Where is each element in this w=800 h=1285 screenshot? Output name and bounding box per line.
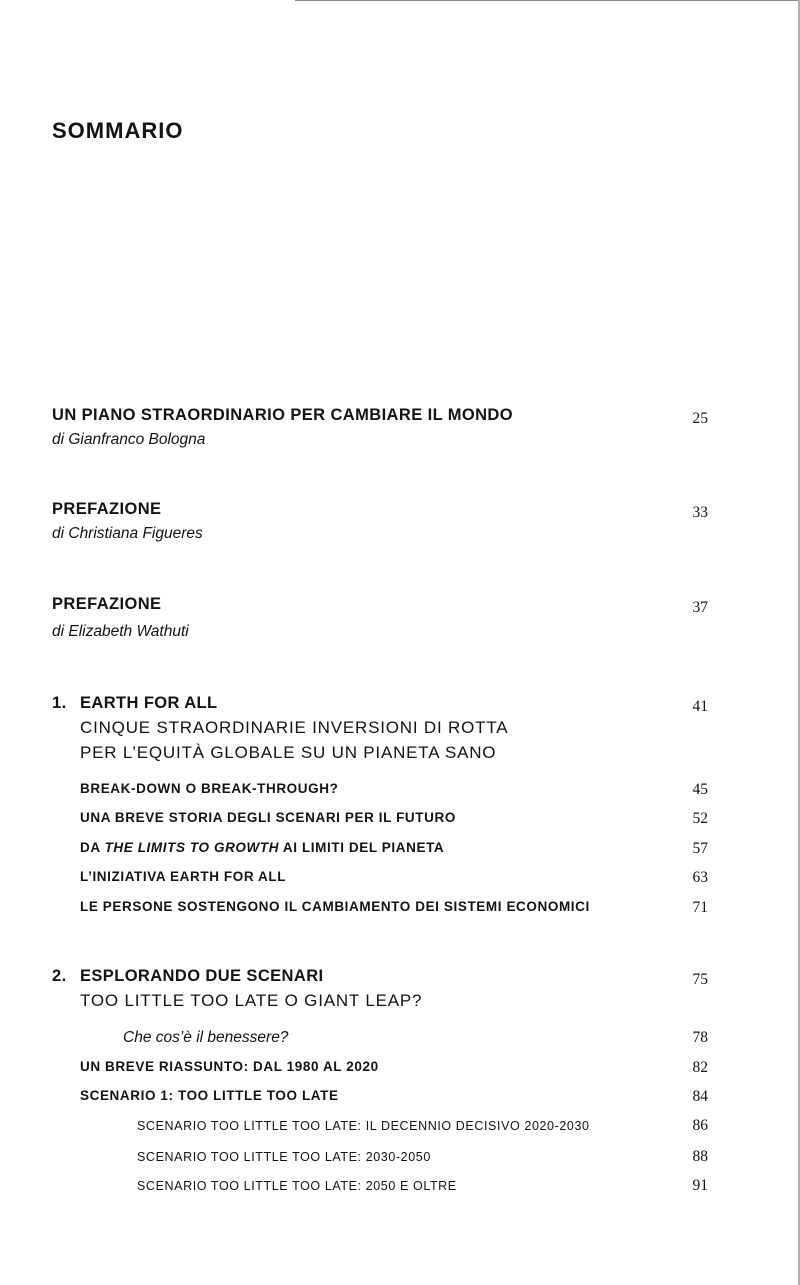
entry-author: di Elizabeth Wathuti [52,623,189,640]
box-page: 78 [692,1029,708,1046]
section-title-emphasis: THE LIMITS TO GROWTH [104,840,280,855]
entry-title: UN PIANO STRAORDINARIO PER CAMBIARE IL MONDO [52,406,513,424]
entry-title: PREFAZIONE [52,595,162,613]
page-edge-top [295,0,800,1]
chapter-number: 2. [52,967,67,985]
toc-section: SCENARIO 1: TOO LITTLE TOO LATE [80,1088,339,1103]
entry-author: di Gianfranco Bologna [52,431,206,448]
toc-entry-preface-figueres [52,500,708,543]
subsection-page: 91 [692,1177,708,1194]
entry-page: 25 [692,410,708,427]
toc-section: BREAK-DOWN O BREAK-THROUGH? [80,781,339,796]
toc-section [80,840,444,855]
section-page: 63 [692,869,708,886]
toc-section: UN BREVE RIASSUNTO: DAL 1980 AL 2020 [80,1059,379,1074]
toc-section: L’INIZIATIVA EARTH FOR ALL [80,869,287,884]
toc-subsection: SCENARIO TOO LITTLE TOO LATE: 2050 E OLTRE [137,1179,457,1193]
toc-chapter-1 [52,694,708,765]
toc-chapter-2 [52,967,708,1013]
section-page: 52 [692,810,708,827]
entry-author: di Christiana Figueres [52,525,203,542]
subsection-page: 86 [692,1117,708,1134]
section-page: 82 [692,1059,708,1076]
toc-subsection: SCENARIO TOO LITTLE TOO LATE: IL DECENNIO DECISIVO 2020-2030 [137,1119,590,1133]
chapter-title: ESPLORANDO DUE SCENARI [80,967,324,985]
chapter-subtitle-line: TOO LITTLE TOO LATE O GIANT LEAP? [80,991,423,1010]
entry-page: 33 [692,504,708,521]
chapter-subtitle-line: CINQUE STRAORDINARIE INVERSIONI DI ROTTA [80,718,509,737]
toc-section: LE PERSONE SOSTENGONO IL CAMBIAMENTO DEI SISTEMI ECONOMICI [80,899,590,914]
toc-box-title: Che cos’è il benessere? [123,1029,289,1046]
section-page: 57 [692,840,708,857]
section-title-post: AI LIMITI DEL PIANETA [279,840,445,855]
toc-subsection: SCENARIO TOO LITTLE TOO LATE: 2030-2050 [137,1150,431,1164]
chapter-page: 75 [692,971,708,988]
section-title-pre: DA [80,840,105,855]
chapter-number: 1. [52,694,67,712]
section-page: 84 [692,1088,708,1105]
toc-entry-preface-wathuti [52,595,708,641]
chapter-title: EARTH FOR ALL [80,694,218,712]
entry-page: 37 [692,599,708,616]
toc-section: UNA BREVE STORIA DEGLI SCENARI PER IL FUTURO [80,810,456,825]
section-page: 45 [692,781,708,798]
toc-entry-foreword-bologna [52,406,708,449]
chapter-subtitle-line: PER L’EQUITÀ GLOBALE SU UN PIANETA SANO [80,743,497,762]
chapter-page: 41 [692,698,708,715]
section-page: 71 [692,899,708,916]
subsection-page: 88 [692,1148,708,1165]
page-title: SOMMARIO [52,118,184,143]
entry-title: PREFAZIONE [52,500,162,518]
